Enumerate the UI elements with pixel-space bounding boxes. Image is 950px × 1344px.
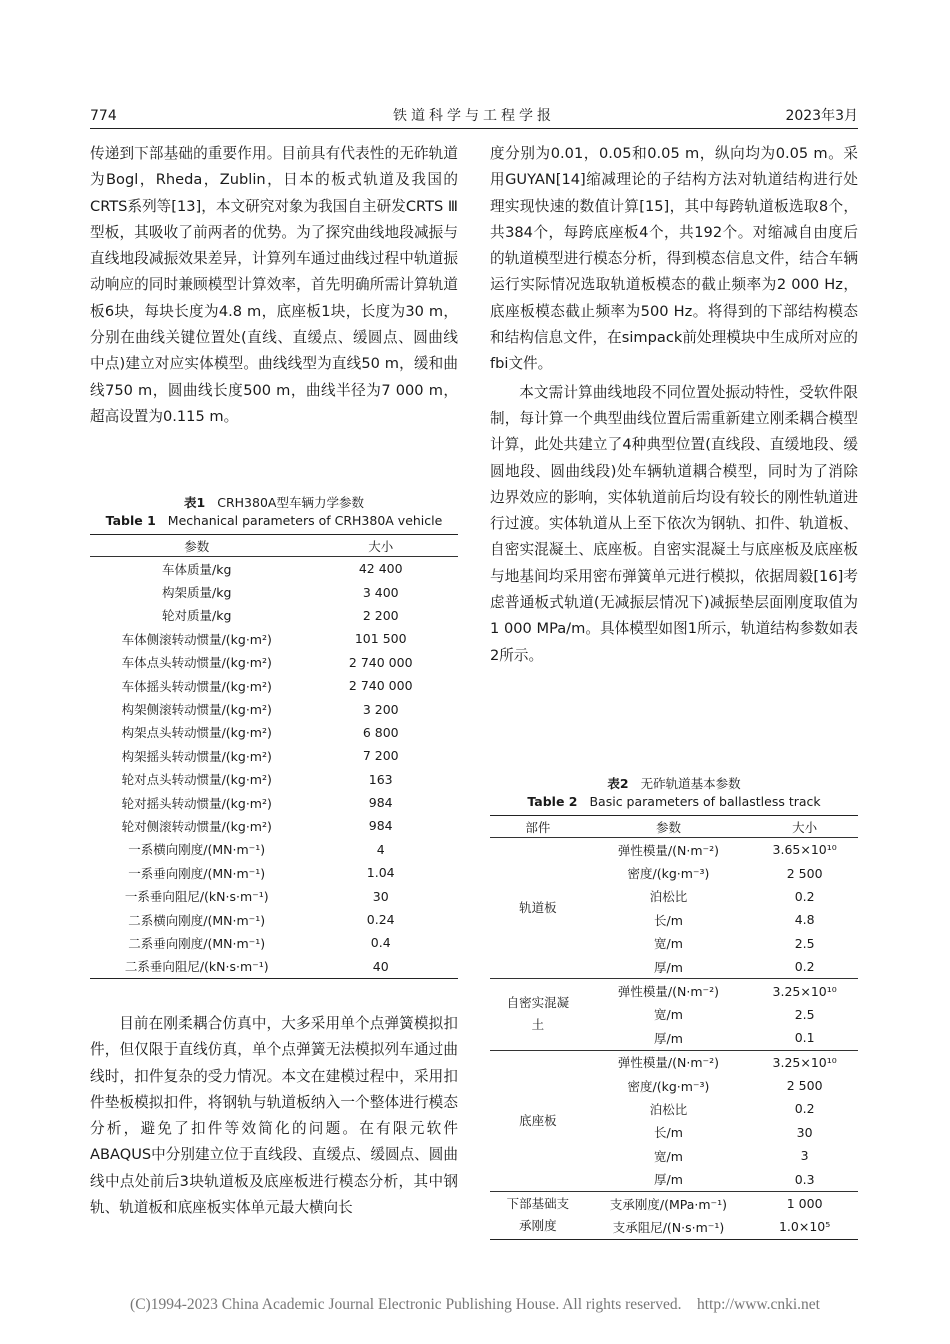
value-cell: 0.4 (370, 935, 391, 951)
part-cell: 自密实混凝土 (490, 979, 586, 1050)
param-cell: 二系垂向阻尼/(kN·s·m⁻¹) (124, 959, 269, 975)
table-2-caption-cn (490, 775, 858, 793)
param-cell: 宽/m (654, 936, 683, 952)
body-paragraph: 本文需计算曲线地段不同位置处振动特性，受软件限制，每计算一个典型曲线位置后需重新建立刚柔耦合模型计算，此处共建立了4种典型位置(直线段、直缓地段、缓圆地段、圆曲线段)处车辆轨道耦合模型，同时为了消除边界效应的影响，实体轨道前后均设有较长的刚性轨道进行过渡。实体轨道从上至下依次为钢轨、扣件、轨道板、自密实混凝土、底座板。自密实混凝土与底座板及底座板与地基间均采用密布弹簧单元进行模拟，依据周毅[16]考虑普通板式轨道(无减振层情况下)减振垫层面刚度取值为1 000 MPa/m。具体模型如图1所示，轨道结构参数如表2所示。 (490, 383, 858, 664)
table-row (90, 580, 458, 603)
param-cell: 车体质量/kg (162, 561, 232, 577)
value-cell: 2 740 000 (348, 678, 413, 694)
table-row (90, 721, 458, 744)
table-2-header-value: 大小 (751, 816, 858, 838)
param-cell: 构架侧滚转动惯量/(kg·m²) (121, 702, 272, 718)
table-1-header-param: 参数 (90, 535, 303, 557)
right-column (490, 141, 858, 669)
table-row (90, 557, 458, 581)
table-row (490, 1191, 858, 1215)
param-cell: 厚/m (654, 959, 683, 975)
param-cell: 轮对质量/kg (162, 608, 232, 624)
table-row (90, 791, 458, 814)
journal-title: 铁道科学与工程学报 (393, 108, 555, 124)
table-row (90, 955, 458, 979)
param-cell: 弹性模量/(N·m⁻²) (586, 1050, 752, 1074)
param-cell: 二系垂向刚度/(MN·m⁻¹) (128, 935, 266, 951)
param-cell: 一系垂向阻尼/(kN·s·m⁻¹) (124, 889, 269, 905)
table-row (90, 884, 458, 907)
param-cell: 二系横向刚度/(MN·m⁻¹) (128, 912, 266, 928)
value-cell: 0.1 (794, 1030, 815, 1046)
table-row (90, 861, 458, 884)
value-cell: 2.5 (794, 935, 815, 951)
table-row (490, 979, 858, 1003)
value-cell: 3 200 (362, 701, 399, 717)
footer-url: http://www.cnki.net (696, 1296, 820, 1313)
table-1 (90, 494, 458, 979)
value-cell: 30 (372, 888, 389, 904)
part-cell: 底座板 (490, 1050, 586, 1191)
value-cell: 0.3 (794, 1171, 815, 1187)
value-cell: 2 500 (786, 1078, 823, 1094)
value-cell: 3.25×10¹⁰ (751, 979, 858, 1003)
param-cell: 厚/m (654, 1172, 683, 1188)
value-cell: 984 (368, 795, 393, 811)
value-cell: 4 (376, 841, 385, 857)
table-2-label-en: Table 2 (527, 794, 578, 809)
value-cell: 6 800 (362, 724, 399, 740)
value-cell: 2 200 (362, 607, 399, 623)
param-cell: 弹性模量/(N·m⁻²) (617, 842, 719, 858)
table-row (490, 1050, 858, 1074)
table-row (90, 838, 458, 861)
value-cell: 0.2 (794, 1101, 815, 1117)
param-cell: 长/m (654, 912, 683, 928)
value-cell: 3 (800, 1148, 809, 1164)
value-cell: 0.2 (794, 959, 815, 975)
copyright-notice: (C)1994-2023 China Academic Journal Electronic Publishing House. All rights reserved. (130, 1296, 682, 1313)
param-cell: 支承阻尼/(N·s·m⁻¹) (612, 1219, 725, 1235)
body-paragraph: 传递到下部基础的重要作用。目前具有代表性的无砟轨道为Bogl，Rheda，Zublin，日本的板式轨道及我国的CRTS系列等[13]，本文研究对象为我国自主研发CRTS Ⅲ型板，其吸收了前两者的优势。为了探究曲线地段减振与直线地段减振效果差异，计算列车通过曲线过程中轨道振动响应的同时兼顾模型计算效率，首先明确所需计算轨道板6块，每块长度为4.8 m，底座板1块，长度为30 m，分别在曲线关键位置处(直线、直缓点、缓圆点、圆曲线中点)建立对应实体模型。曲线线型为直线50 m，缓和曲线750 m，圆曲线长度500 m，曲线半径为7 000 m，超高设置为0.115 m。 (90, 145, 458, 425)
value-cell: 7 200 (362, 748, 399, 764)
value-cell: 30 (796, 1124, 813, 1140)
table-1-caption-en (90, 512, 458, 530)
body-paragraph: 度分别为0.01，0.05和0.05 m，纵向均为0.05 m。采用GUYAN[14]缩减理论的子结构方法对轨道结构进行处理实现快速的数值计算[15]，其中每跨轨道板选取8个，共384个，每跨底座板4个，共192个。对缩减自由度后的轨道模型进行模态分析，得到模态信息文件，结合车辆运行实际情况选取轨道板模态的截止频率为2 000 Hz，底座板模态截止频率为500 Hz。将得到的下部结构模态和结构信息文件，在simpack前处理模块中生成所对应的fbi文件。 (490, 145, 858, 373)
param-cell: 厚/m (654, 1030, 683, 1046)
param-cell: 泊松比 (649, 1101, 688, 1117)
table-row (90, 697, 458, 720)
value-cell: 101 500 (354, 631, 407, 647)
footer (0, 1296, 950, 1314)
table-1-caption-cn (90, 494, 458, 512)
value-cell: 2 500 (786, 865, 823, 881)
value-cell: 163 (368, 771, 393, 787)
page-number: 774 (90, 108, 117, 124)
header-rule (90, 128, 858, 129)
table-2 (490, 775, 858, 1240)
param-cell: 车体摇头转动惯量/(kg·m²) (121, 678, 272, 694)
param-cell: 密度/(kg·m⁻³) (627, 866, 710, 882)
param-cell: 轮对侧滚转动惯量/(kg·m²) (121, 818, 272, 834)
param-cell: 一系垂向刚度/(MN·m⁻¹) (128, 865, 266, 881)
value-cell: 984 (368, 818, 393, 834)
left-column-continued (90, 1011, 458, 1221)
part-cell: 轨道板 (519, 900, 557, 916)
table-2-body (490, 838, 858, 1240)
left-column (90, 141, 458, 430)
param-cell: 轮对点头转动惯量/(kg·m²) (121, 772, 272, 788)
param-cell: 弹性模量/(N·m⁻²) (586, 979, 752, 1003)
param-cell: 一系横向刚度/(MN·m⁻¹) (128, 842, 266, 858)
body-paragraph: 目前在刚柔耦合仿真中，大多采用单个点弹簧模拟扣件，但仅限于直线仿真，单个点弹簧无法模拟列车通过曲线时，扣件复杂的受力情况。本文在建模过程中，采用扣件垫板模拟扣件，将钢轨与轨道板纳入一个整体进行模态分析，避免了扣件等效简化的问题。在有限元软件ABAQUS中分别建立位于直线段、直缓点、缓圆点、圆曲线中点处前后3块轨道板及底座板进行模态分析，其中钢轨、轨道板和底座板实体单元最大横向长 (90, 1015, 458, 1217)
table-2-title-en: Basic parameters of ballastless track (589, 794, 821, 809)
table-row (90, 674, 458, 697)
value-cell: 42 400 (358, 561, 403, 577)
param-cell: 宽/m (654, 1007, 683, 1023)
param-cell: 车体侧滚转动惯量/(kg·m²) (121, 631, 272, 647)
table-row (90, 744, 458, 767)
table-1-title-cn: CRH380A型车辆力学参数 (217, 495, 364, 510)
issue-date: 2023年3月 (785, 108, 858, 124)
table-row (90, 627, 458, 650)
table-row (90, 651, 458, 674)
value-cell: 2.5 (794, 1006, 815, 1022)
table-1-label-en: Table 1 (105, 513, 156, 528)
table-1-title-en: Mechanical parameters of CRH380A vehicle (167, 513, 443, 528)
param-cell: 构架点头转动惯量/(kg·m²) (121, 725, 272, 741)
table-1-label-cn: 表1 (184, 495, 206, 510)
value-cell: 3.65×10¹⁰ (772, 842, 837, 858)
value-cell: 1 000 (751, 1191, 858, 1215)
table-1-header-value: 大小 (303, 535, 458, 557)
part-cell: 下部基础支承刚度 (490, 1191, 586, 1239)
table-2-title-cn: 无砟轨道基本参数 (640, 776, 741, 791)
value-cell: 1.0×10⁵ (778, 1219, 831, 1235)
table-1-body (90, 557, 458, 979)
table-row (90, 908, 458, 931)
value-cell: 0.24 (366, 912, 395, 928)
table-row (90, 604, 458, 627)
value-cell: 1.04 (366, 865, 395, 881)
param-cell: 宽/m (654, 1148, 683, 1164)
param-cell: 构架摇头转动惯量/(kg·m²) (121, 748, 272, 764)
table-1-grid (90, 534, 458, 979)
table-2-header-param: 参数 (586, 816, 752, 838)
table-2-label-cn: 表2 (607, 776, 629, 791)
param-cell: 泊松比 (649, 889, 688, 905)
param-cell: 构架质量/kg (162, 585, 232, 601)
table-2-caption-en (490, 793, 858, 811)
param-cell: 轮对摇头转动惯量/(kg·m²) (121, 795, 272, 811)
table-row (90, 814, 458, 837)
param-cell: 车体点头转动惯量/(kg·m²) (121, 655, 272, 671)
param-cell: 密度/(kg·m⁻³) (627, 1078, 710, 1094)
param-cell: 长/m (654, 1125, 683, 1141)
value-cell: 2 740 000 (348, 654, 413, 670)
value-cell: 4.8 (794, 912, 815, 928)
param-cell: 支承刚度/(MPa·m⁻¹) (586, 1191, 752, 1215)
value-cell: 3.25×10¹⁰ (751, 1050, 858, 1074)
table-row (90, 931, 458, 954)
table-2-grid (490, 815, 858, 1240)
value-cell: 3 400 (362, 584, 399, 600)
value-cell: 40 (372, 958, 389, 974)
table-2-header-part: 部件 (490, 816, 586, 838)
value-cell: 0.2 (794, 888, 815, 904)
table-row (90, 768, 458, 791)
table-row (490, 838, 858, 862)
